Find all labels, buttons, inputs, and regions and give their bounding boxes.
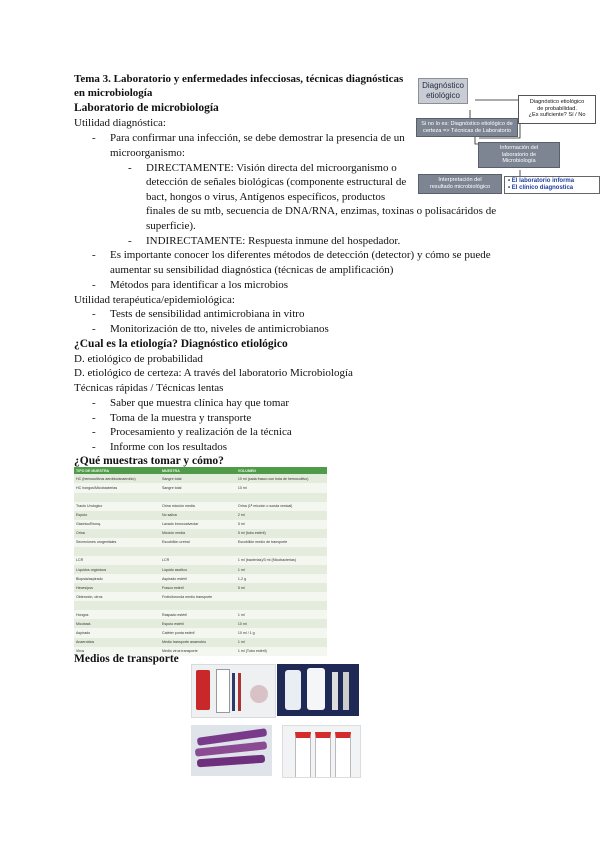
table-cell: Virus xyxy=(74,647,160,656)
dash-bullet: - xyxy=(92,426,96,438)
table-cell: Líquido ascítico xyxy=(160,565,236,574)
etio-probabilidad: D. etiológico de probabilidad xyxy=(74,353,203,365)
dash-bullet: - xyxy=(128,162,132,174)
heading-laboratorio: Laboratorio de microbiología xyxy=(74,102,219,114)
diagram-certeza-line-1: Si no lo es: Diagnóstico etiológico de xyxy=(421,121,513,127)
dash-bullet: - xyxy=(92,412,96,424)
table-cell: Escobillón uretral xyxy=(160,538,236,547)
table-cell: 10 ml (cada frasco con bola de hemocultivo) xyxy=(236,474,327,483)
table-cell: TIPO DE MUESTRA xyxy=(74,467,160,474)
bullet-2-line-1: Es importante conocer los diferentes métodos de detección (detector) y cómo se puede xyxy=(110,249,491,261)
bullet-1-line-2: microorganismo: xyxy=(110,147,185,159)
tec-bullet-3: Procesamiento y realización de la técnica xyxy=(110,426,292,438)
diagram-interp-line-2: resultado microbiológico xyxy=(429,183,491,190)
diagram-interpretacion-box xyxy=(418,174,502,194)
indirecta-line: INDIRECTAMENTE: Respuesta inmune del hospedador. xyxy=(146,235,401,247)
diagram-info-box xyxy=(478,142,560,168)
directa-line-5: superficie). xyxy=(146,220,196,232)
diagram-certeza-box xyxy=(416,118,518,137)
bullet-2-line-2: aumentar su sensibilidad diagnóstica (técnicas de amplificación) xyxy=(110,264,394,276)
table-cell: 10 ml xyxy=(236,483,327,492)
dash-bullet: - xyxy=(92,249,96,261)
tec-bullet-4: Informe con los resultados xyxy=(110,441,227,453)
directa-line-1: DIRECTAMENTE: Visión directa del microorganismo o xyxy=(146,162,397,174)
diagram-prob-line-3: ¿Es suficiente? Sí / No xyxy=(528,112,586,119)
table-row xyxy=(74,610,327,619)
table-cell: Sangre total xyxy=(160,483,236,492)
utilidad-terapeutica: Utilidad terapéutica/epidemiológica: xyxy=(74,294,235,306)
table-cell: 1 ml (bacterias)/3 ml (Micobacterias) xyxy=(236,556,327,565)
photo-sample-vials xyxy=(282,725,361,778)
bullet-1-line-1: Para confirmar una infección, se debe demostrar la presencia de un xyxy=(110,132,405,144)
table-cell: Frasco estéril xyxy=(160,583,236,592)
table-cell: VOLUMEN xyxy=(236,467,327,474)
dash-bullet: - xyxy=(92,323,96,335)
table-row xyxy=(74,483,327,492)
table-row xyxy=(74,619,327,628)
table-cell: Heces/pus xyxy=(74,583,160,592)
table-cell xyxy=(74,547,160,556)
diagram-header-line-2: etiológico xyxy=(426,90,460,100)
table-header-row xyxy=(74,467,327,474)
table-cell: 1 ml (Tubo estéril) xyxy=(236,647,327,656)
table-cell xyxy=(236,547,327,556)
utilidad-diagnostica: Utilidad diagnóstica: xyxy=(74,117,166,129)
muestras-table xyxy=(74,467,327,656)
table-cell: LCR xyxy=(160,556,236,565)
table-row xyxy=(74,493,327,502)
table-row xyxy=(74,638,327,647)
diagram-certeza-line-2: certeza => Técnicas de Laboratorio xyxy=(423,127,511,134)
table-cell: 10 ml xyxy=(236,619,327,628)
table-cell: 5 ml xyxy=(236,583,327,592)
table-cell: Orina micción media xyxy=(160,502,236,511)
table-cell xyxy=(236,493,327,502)
directa-line-4: finales de su mtb, secuencia de DNA/RNA, enzimas, toxinas o polisacáridos de xyxy=(146,205,497,217)
directa-line-2: detección de señales biológicas (componente estructural de xyxy=(146,176,407,188)
page-title-cont: en microbiología xyxy=(74,87,153,99)
table-cell: Raspado estéril xyxy=(160,610,236,619)
table-cell: 1 ml xyxy=(236,638,327,647)
table-row xyxy=(74,592,327,601)
dash-bullet: - xyxy=(92,308,96,320)
photo-culture-tubes xyxy=(277,664,359,716)
table-cell: Orina xyxy=(74,529,160,538)
table-cell: Micobact. xyxy=(74,619,160,628)
table-row xyxy=(74,538,327,547)
diagram-info-line-2: laboratorio de xyxy=(501,151,537,158)
dash-bullet: - xyxy=(92,397,96,409)
diagram-note-1: • El laboratorio informa xyxy=(508,178,575,184)
table-cell: Obtención, otros xyxy=(74,592,160,601)
table-cell xyxy=(74,493,160,502)
table-cell: No saliva xyxy=(160,511,236,520)
table-row xyxy=(74,556,327,565)
table-cell: Frotis/torunda medio transporte xyxy=(160,592,236,601)
tecnicas-label: Técnicas rápidas / Técnicas lentas xyxy=(74,382,224,394)
page-title: Tema 3. Laboratorio y enfermedades infecciosas, técnicas diagnósticas xyxy=(74,73,404,85)
photo-blood-tubes xyxy=(191,725,272,776)
table-cell: Gástrico/Bronq. xyxy=(74,520,160,529)
table-cell: 5 ml xyxy=(236,520,327,529)
table-cell: HC (hemocultivos aerobio/anaerobio) xyxy=(74,474,160,483)
dash-bullet: - xyxy=(128,235,132,247)
etio-certeza: D. etiológico de certeza: A través del laboratorio Microbiología xyxy=(74,367,353,379)
table-cell xyxy=(236,592,327,601)
table-row xyxy=(74,547,327,556)
table-cell: Biopsia/aspirado xyxy=(74,574,160,583)
table-cell: Líquidos orgánicos xyxy=(74,565,160,574)
table-cell: 1-2 g xyxy=(236,574,327,583)
tec-bullet-2: Toma de la muestra y transporte xyxy=(110,412,252,424)
table-cell: Esputo xyxy=(74,511,160,520)
table-cell: Aspirado estéril xyxy=(160,574,236,583)
diagram-info-line-1: Información del xyxy=(499,145,539,151)
diagram-prob-line-2: de probabilidad. xyxy=(537,105,577,112)
directa-line-3: bact, hongos o virus, Antígenos específicos, productos xyxy=(146,191,386,203)
table-cell xyxy=(236,601,327,610)
dash-bullet: - xyxy=(92,132,96,144)
table-row xyxy=(74,474,327,483)
tec-bullet-1: Saber que muestra clínica hay que tomar xyxy=(110,397,289,409)
heading-muestras: ¿Qué muestras tomar y cómo? xyxy=(74,455,224,467)
table-cell: Orina (1ª micción o sonda vesical) xyxy=(236,502,327,511)
dash-bullet: - xyxy=(92,279,96,291)
table-row xyxy=(74,565,327,574)
photo-swabs-kit xyxy=(191,664,276,718)
table-cell: 2 ml xyxy=(236,511,327,520)
diagram-note-2: • El clínico diagnostica xyxy=(508,185,574,191)
table-cell: Escobillón medio de transporte xyxy=(236,538,327,547)
table-cell: Aspirado xyxy=(74,628,160,637)
diagram-header-box xyxy=(418,78,468,104)
table-cell: 5 ml (tubo estéril) xyxy=(236,529,327,538)
diagram-prob-line-1: Diagnóstico etiológico xyxy=(529,99,585,105)
table-cell xyxy=(74,601,160,610)
table-row xyxy=(74,583,327,592)
table-cell: Medio transporte anaerobio xyxy=(160,638,236,647)
bullet-3: Métodos para identificar a los microbios xyxy=(110,279,289,291)
table-cell xyxy=(160,493,236,502)
table-cell: LCR xyxy=(74,556,160,565)
table-cell: Lavado broncoalveolar xyxy=(160,520,236,529)
table-row xyxy=(74,511,327,520)
table-cell: MUESTRA xyxy=(160,467,236,474)
table-cell: 1 ml xyxy=(236,610,327,619)
table-row xyxy=(74,502,327,511)
table-cell: Sangre total xyxy=(160,474,236,483)
table-cell: Micción media xyxy=(160,529,236,538)
table-cell: Tracto Urologico xyxy=(74,502,160,511)
diagram-header-line-1: Diagnóstico xyxy=(422,81,464,90)
table-cell: HC hongos/Micobacterias xyxy=(74,483,160,492)
table-row xyxy=(74,574,327,583)
table-cell xyxy=(160,547,236,556)
diagram-notes-box xyxy=(504,176,600,194)
heading-etiologia: ¿Cual es la etiología? Diagnóstico etiológico xyxy=(74,338,288,350)
table-cell: Catéter punta estéril xyxy=(160,628,236,637)
table-cell: Medio virus transporte xyxy=(160,647,236,656)
table-row xyxy=(74,529,327,538)
table-cell xyxy=(160,601,236,610)
dash-bullet: - xyxy=(92,441,96,453)
diagram-interp-line-1: Interpretación del xyxy=(438,177,482,183)
table-cell: 1 ml xyxy=(236,565,327,574)
table-row xyxy=(74,628,327,637)
table-cell: Esputo estéril xyxy=(160,619,236,628)
table-cell: Secreciones urogenitales xyxy=(74,538,160,547)
table-cell: Hongos xyxy=(74,610,160,619)
heading-medios: Medios de transporte xyxy=(74,653,179,665)
ter-bullet-2: Monitorización de tto, niveles de antimicrobianos xyxy=(110,323,329,335)
table-cell: Anaerobios xyxy=(74,638,160,647)
table-row xyxy=(74,520,327,529)
table-row xyxy=(74,601,327,610)
table-cell: 10 ml / 1 g xyxy=(236,628,327,637)
diagram-probabilidad-box xyxy=(518,95,596,124)
diagram-info-line-3: Microbiología xyxy=(502,158,536,165)
ter-bullet-1: Tests de sensibilidad antimicrobiana in vitro xyxy=(110,308,305,320)
